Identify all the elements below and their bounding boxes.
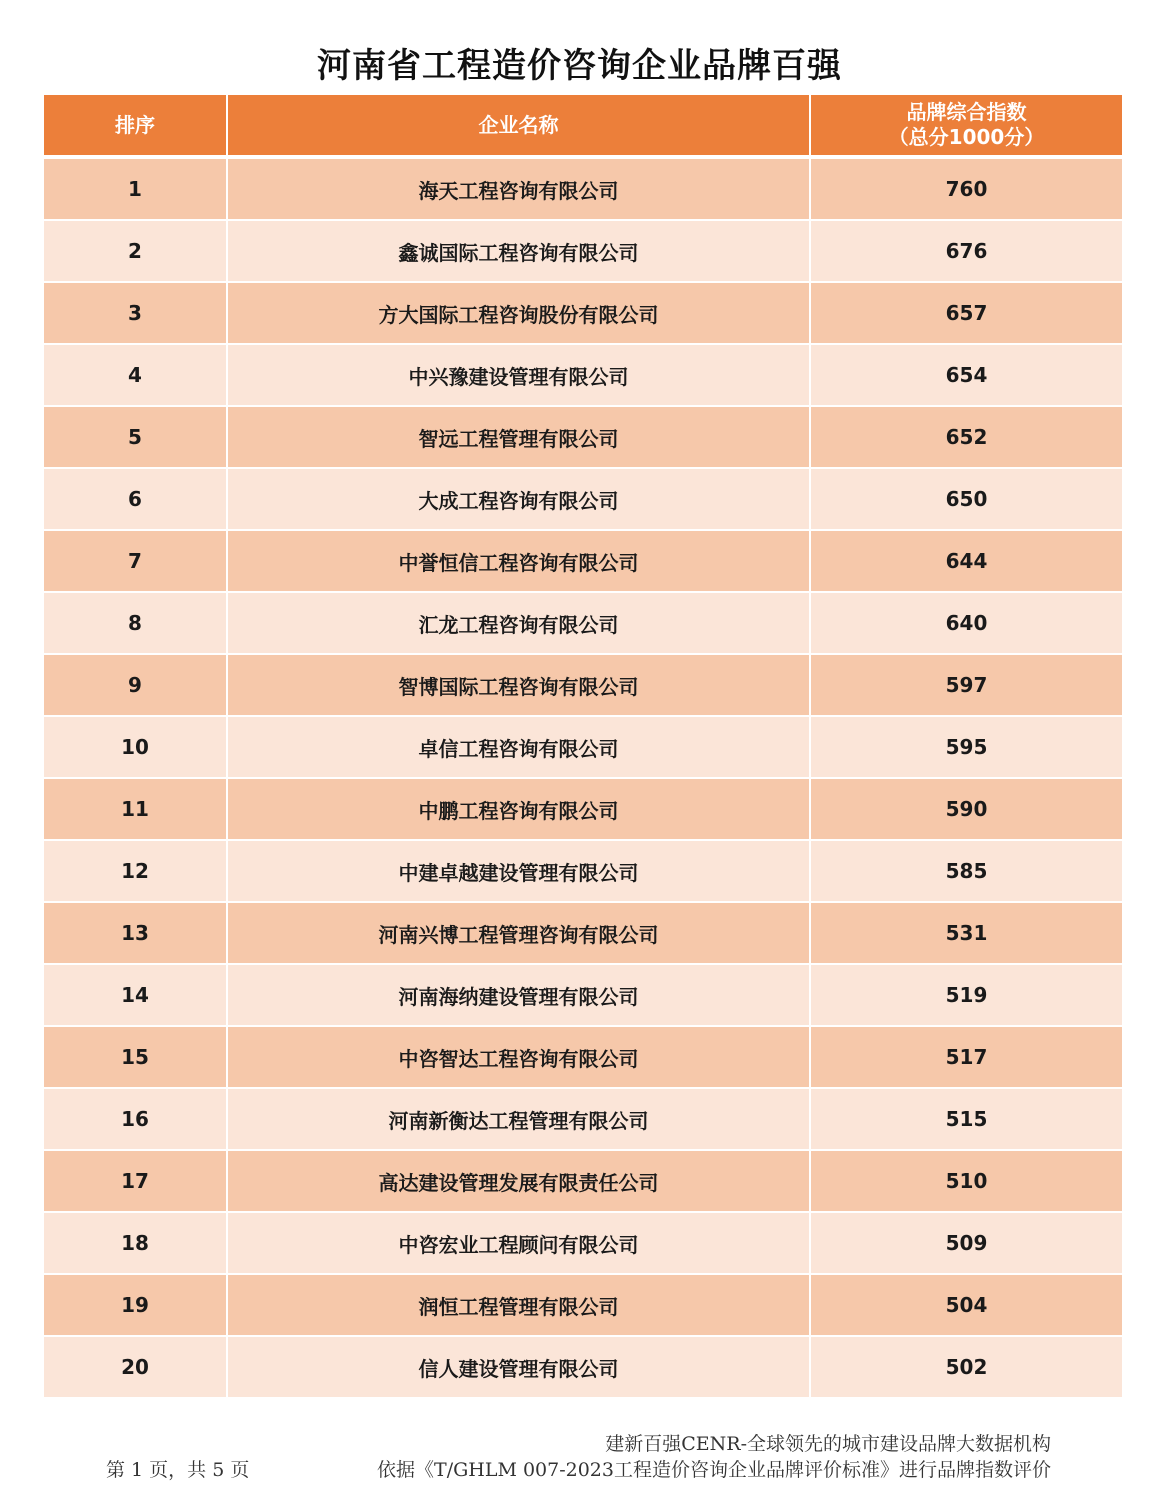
rank-cell: 12 bbox=[44, 840, 227, 902]
table-row bbox=[44, 344, 1122, 406]
table-row bbox=[44, 840, 1122, 902]
rank-cell: 15 bbox=[44, 1026, 227, 1088]
table-row bbox=[44, 1212, 1122, 1274]
company-name-cell: 河南兴博工程管理咨询有限公司 bbox=[227, 902, 810, 964]
company-name-cell: 智远工程管理有限公司 bbox=[227, 406, 810, 468]
table-row bbox=[44, 716, 1122, 778]
table-header-row bbox=[44, 95, 1122, 157]
brand-index-cell: 644 bbox=[810, 530, 1122, 592]
rank-cell: 9 bbox=[44, 654, 227, 716]
rank-cell: 10 bbox=[44, 716, 227, 778]
brand-index-cell: 676 bbox=[810, 220, 1122, 282]
rank-cell: 18 bbox=[44, 1212, 227, 1274]
table-row bbox=[44, 1088, 1122, 1150]
rank-cell: 16 bbox=[44, 1088, 227, 1150]
brand-index-cell: 515 bbox=[810, 1088, 1122, 1150]
brand-index-cell: 519 bbox=[810, 964, 1122, 1026]
rank-cell: 4 bbox=[44, 344, 227, 406]
table-row bbox=[44, 530, 1122, 592]
company-name-cell: 中兴豫建设管理有限公司 bbox=[227, 344, 810, 406]
header-brand-index-note: （总分1000分） bbox=[888, 125, 1045, 149]
brand-index-cell: 595 bbox=[810, 716, 1122, 778]
ranking-table bbox=[44, 95, 1122, 1399]
table-row bbox=[44, 964, 1122, 1026]
rank-cell: 6 bbox=[44, 468, 227, 530]
rank-cell: 17 bbox=[44, 1150, 227, 1212]
table-row bbox=[44, 1150, 1122, 1212]
company-name-cell: 高达建设管理发展有限责任公司 bbox=[227, 1150, 810, 1212]
brand-index-cell: 640 bbox=[810, 592, 1122, 654]
table-row bbox=[44, 157, 1122, 220]
rank-cell: 8 bbox=[44, 592, 227, 654]
table-row bbox=[44, 220, 1122, 282]
brand-index-cell: 531 bbox=[810, 902, 1122, 964]
brand-index-cell: 585 bbox=[810, 840, 1122, 902]
company-name-cell: 大成工程咨询有限公司 bbox=[227, 468, 810, 530]
brand-index-cell: 509 bbox=[810, 1212, 1122, 1274]
brand-index-cell: 597 bbox=[810, 654, 1122, 716]
footer-page-number: 第 1 页，共 5 页 bbox=[106, 1459, 250, 1481]
table-row bbox=[44, 1336, 1122, 1398]
brand-index-cell: 760 bbox=[810, 157, 1122, 220]
table-row bbox=[44, 1274, 1122, 1336]
company-name-cell: 信人建设管理有限公司 bbox=[227, 1336, 810, 1398]
company-name-cell: 中咨智达工程咨询有限公司 bbox=[227, 1026, 810, 1088]
brand-index-cell: 652 bbox=[810, 406, 1122, 468]
header-company-name: 企业名称 bbox=[227, 95, 810, 157]
company-name-cell: 智博国际工程咨询有限公司 bbox=[227, 654, 810, 716]
table-row bbox=[44, 406, 1122, 468]
brand-index-cell: 510 bbox=[810, 1150, 1122, 1212]
brand-index-cell: 654 bbox=[810, 344, 1122, 406]
brand-index-cell: 504 bbox=[810, 1274, 1122, 1336]
company-name-cell: 中誉恒信工程咨询有限公司 bbox=[227, 530, 810, 592]
rank-cell: 20 bbox=[44, 1336, 227, 1398]
table-row bbox=[44, 592, 1122, 654]
table-row bbox=[44, 778, 1122, 840]
company-name-cell: 润恒工程管理有限公司 bbox=[227, 1274, 810, 1336]
rank-cell: 11 bbox=[44, 778, 227, 840]
table-row bbox=[44, 654, 1122, 716]
table-row bbox=[44, 902, 1122, 964]
company-name-cell: 卓信工程咨询有限公司 bbox=[227, 716, 810, 778]
company-name-cell: 鑫诚国际工程咨询有限公司 bbox=[227, 220, 810, 282]
company-name-cell: 河南海纳建设管理有限公司 bbox=[227, 964, 810, 1026]
brand-index-cell: 517 bbox=[810, 1026, 1122, 1088]
company-name-cell: 中建卓越建设管理有限公司 bbox=[227, 840, 810, 902]
footer-evaluation-basis: 依据《T/GHLM 007-2023工程造价咨询企业品牌评价标准》进行品牌指数评价 bbox=[377, 1459, 1051, 1481]
table-row bbox=[44, 1026, 1122, 1088]
company-name-cell: 中鹏工程咨询有限公司 bbox=[227, 778, 810, 840]
rank-cell: 13 bbox=[44, 902, 227, 964]
rank-cell: 5 bbox=[44, 406, 227, 468]
rank-cell: 19 bbox=[44, 1274, 227, 1336]
rank-cell: 7 bbox=[44, 530, 227, 592]
header-rank: 排序 bbox=[44, 95, 227, 157]
brand-index-cell: 657 bbox=[810, 282, 1122, 344]
table-row bbox=[44, 282, 1122, 344]
table-row bbox=[44, 468, 1122, 530]
page-title: 河南省工程造价咨询企业品牌百强 bbox=[317, 46, 842, 86]
table-body bbox=[44, 157, 1122, 1398]
header-brand-index-label: 品牌综合指数 bbox=[906, 100, 1027, 124]
company-name-cell: 中咨宏业工程顾问有限公司 bbox=[227, 1212, 810, 1274]
brand-index-cell: 590 bbox=[810, 778, 1122, 840]
company-name-cell: 汇龙工程咨询有限公司 bbox=[227, 592, 810, 654]
company-name-cell: 河南新衡达工程管理有限公司 bbox=[227, 1088, 810, 1150]
rank-cell: 3 bbox=[44, 282, 227, 344]
rank-cell: 14 bbox=[44, 964, 227, 1026]
brand-index-cell: 650 bbox=[810, 468, 1122, 530]
company-name-cell: 海天工程咨询有限公司 bbox=[227, 157, 810, 220]
rank-cell: 2 bbox=[44, 220, 227, 282]
brand-index-cell: 502 bbox=[810, 1336, 1122, 1398]
header-brand-index bbox=[810, 95, 1122, 157]
company-name-cell: 方大国际工程咨询股份有限公司 bbox=[227, 282, 810, 344]
footer-organization: 建新百强CENR-全球领先的城市建设品牌大数据机构 bbox=[605, 1433, 1051, 1455]
rank-cell: 1 bbox=[44, 157, 227, 220]
